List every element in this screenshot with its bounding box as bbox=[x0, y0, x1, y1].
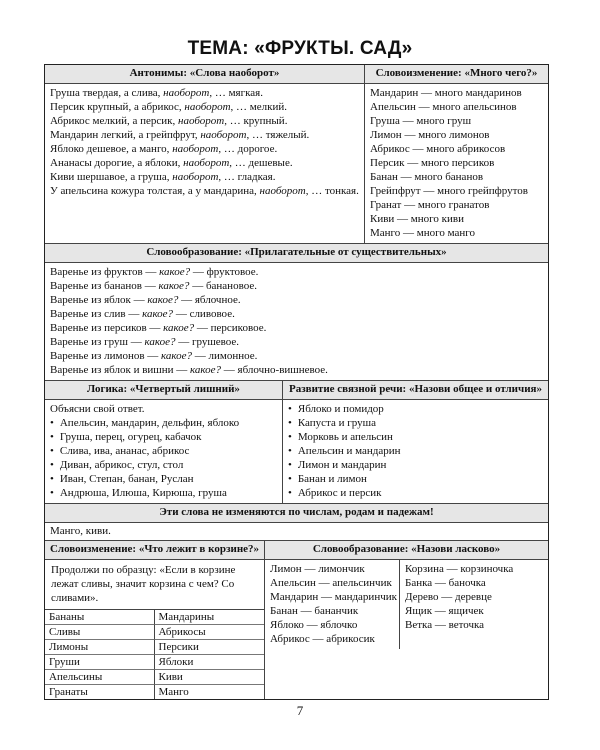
basket-intro: Продолжи по образцу: «Если в корзине лежат сливы, значит корзина с чем? Со сливами». bbox=[51, 564, 236, 604]
basket-item: Персики bbox=[155, 640, 265, 655]
basket-item: Бананы bbox=[45, 610, 155, 625]
basket-item: Манго bbox=[158, 686, 189, 698]
text-part: Варенье из груш — bbox=[50, 336, 145, 348]
plural-line: Манго — много манго bbox=[370, 227, 476, 239]
emphasis-word: наоборот bbox=[259, 185, 306, 197]
speech-item: • Капуста и груша bbox=[288, 416, 544, 430]
question-word: какое? bbox=[144, 336, 176, 348]
adjectives-section bbox=[45, 244, 548, 380]
logic-item: • Андрюша, Илюша, Кирюша, груша bbox=[50, 486, 278, 500]
logic-item: • Груша, перец, огурец, кабачок bbox=[50, 430, 278, 444]
text-part: — фруктовое. bbox=[190, 266, 259, 278]
text-part: , … мелкий. bbox=[230, 101, 287, 113]
plural-line: Грейпфрут — много грейпфрутов bbox=[370, 185, 528, 197]
text-part: , … крупный. bbox=[224, 115, 288, 127]
page-number: 7 bbox=[296, 703, 304, 718]
text-part: , … тонкая. bbox=[305, 185, 359, 197]
text-part: Варенье из персиков — bbox=[50, 322, 164, 334]
text-part: — яблочно-вишневое. bbox=[221, 364, 328, 376]
diminutive-line: Яблоко — яблочко bbox=[270, 619, 358, 631]
antonym-line bbox=[50, 114, 360, 128]
question-word: какое? bbox=[161, 350, 193, 362]
plural-line: Апельсин — много апельсинов bbox=[370, 101, 517, 113]
text-part: , … мягкая. bbox=[209, 87, 263, 99]
adjective-line bbox=[50, 335, 544, 349]
adjectives-list bbox=[45, 263, 548, 380]
question-word: какое? bbox=[158, 280, 190, 292]
logic-intro: Объясни свой ответ. bbox=[50, 403, 145, 415]
emphasis-word: наоборот bbox=[172, 171, 219, 183]
text-part: Киви шершавое, а груша, bbox=[50, 171, 173, 183]
text-part: У апельсина кожура толстая, а у мандарина, bbox=[50, 185, 260, 197]
antonym-line bbox=[50, 100, 360, 114]
row-adjectives bbox=[45, 243, 548, 380]
text-part: Варенье из яблок — bbox=[50, 294, 148, 306]
speech-item: • Лимон и мандарин bbox=[288, 458, 544, 472]
adjective-line bbox=[50, 349, 544, 363]
question-word: какое? bbox=[163, 322, 195, 334]
text-part: Абрикос мелкий, а персик, bbox=[50, 115, 179, 127]
adjective-line bbox=[50, 265, 544, 279]
antonyms-list bbox=[45, 84, 364, 201]
emphasis-word: наоборот bbox=[163, 87, 210, 99]
indeclinable-section bbox=[45, 504, 548, 540]
adjective-line bbox=[50, 363, 544, 377]
antonym-line bbox=[50, 142, 360, 156]
question-word: какое? bbox=[142, 308, 174, 320]
diminutive-list-left bbox=[265, 560, 400, 649]
question-word: какое? bbox=[147, 294, 179, 306]
speech-item: • Яблоко и помидор bbox=[288, 402, 544, 416]
emphasis-word: наоборот bbox=[183, 157, 230, 169]
text-part: Персик крупный, а абрикос, bbox=[50, 101, 185, 113]
speech-item: • Абрикос и персик bbox=[288, 486, 544, 500]
text-part: Ананасы дорогие, а яблоки, bbox=[50, 157, 184, 169]
logic-section bbox=[45, 381, 282, 503]
text-part: — банановое. bbox=[189, 280, 257, 292]
diminutive-columns bbox=[265, 560, 548, 649]
row-antonyms-plural bbox=[45, 65, 548, 243]
logic-item: • Апельсин, мандарин, дельфин, яблоко bbox=[50, 416, 278, 430]
adjective-line bbox=[50, 293, 544, 307]
worksheet-table bbox=[44, 64, 549, 700]
basket-item: Абрикосы bbox=[155, 625, 265, 640]
diminutive-line: Дерево — деревце bbox=[405, 591, 492, 603]
speech-item: • Морковь и апельсин bbox=[288, 430, 544, 444]
row-indeclinable bbox=[45, 503, 548, 540]
diminutive-line: Абрикос — абрикосик bbox=[270, 633, 375, 645]
text-part: — сливовое. bbox=[173, 308, 235, 320]
speech-header: Развитие связной речи: «Назови общее и отличия» bbox=[283, 381, 548, 400]
logic-header: Логика: «Четвертый лишний» bbox=[45, 381, 282, 400]
basket-item: Киви bbox=[155, 670, 265, 685]
adjectives-header: Словообразование: «Прилагательные от существительных» bbox=[45, 244, 548, 263]
text-part: , … гладкая. bbox=[218, 171, 276, 183]
plural-line: Абрикос — много абрикосов bbox=[370, 143, 506, 155]
plural-line: Лимон — много лимонов bbox=[370, 129, 490, 141]
speech-item: • Апельсин и мандарин bbox=[288, 444, 544, 458]
adjective-line bbox=[50, 307, 544, 321]
plural-line: Груша — много груш bbox=[370, 115, 472, 127]
basket-header: Словоизменение: «Что лежит в корзине?» bbox=[45, 541, 264, 560]
text-part: Мандарин легкий, а грейпфрут, bbox=[50, 129, 201, 141]
page-title: ТЕМА: «ФРУКТЫ. САД» bbox=[187, 38, 413, 59]
plural-line: Мандарин — много мандаринов bbox=[370, 87, 522, 99]
text-part: Варенье из слив — bbox=[50, 308, 143, 320]
emphasis-word: наоборот bbox=[178, 115, 225, 127]
diminutive-list-right bbox=[400, 560, 548, 649]
row-logic-speech bbox=[45, 380, 548, 503]
emphasis-word: наоборот bbox=[200, 129, 247, 141]
diminutive-section bbox=[264, 541, 548, 699]
logic-item: • Диван, абрикос, стул, стол bbox=[50, 458, 278, 472]
basket-item: Апельсины bbox=[45, 670, 155, 685]
indeclinable-header: Эти слова не изменяются по числам, родам и падежам! bbox=[45, 504, 548, 523]
diminutive-header: Словообразование: «Назови ласково» bbox=[265, 541, 548, 560]
text-part: — грушевое. bbox=[175, 336, 240, 348]
antonym-line bbox=[50, 156, 360, 170]
antonym-line bbox=[50, 184, 360, 198]
diminutive-line: Корзина — корзиночка bbox=[405, 563, 514, 575]
basket-item: Лимоны bbox=[45, 640, 155, 655]
diminutive-line: Ящик — ящичек bbox=[405, 605, 484, 617]
plural-section bbox=[364, 65, 548, 243]
question-word: какое? bbox=[190, 364, 222, 376]
antonyms-header: Антонимы: «Слова наоборот» bbox=[45, 65, 364, 84]
text-part: , … дорогое. bbox=[218, 143, 278, 155]
emphasis-word: наоборот bbox=[184, 101, 231, 113]
basket-grid bbox=[45, 609, 264, 699]
logic-item: • Слива, ива, ананас, абрикос bbox=[50, 444, 278, 458]
diminutive-line: Банка — баночка bbox=[405, 577, 486, 589]
text-part: , … тяжелый. bbox=[246, 129, 310, 141]
diminutive-line: Банан — бананчик bbox=[270, 605, 359, 617]
indeclinable-text: Манго, киви. bbox=[50, 525, 111, 537]
question-word: какое? bbox=[159, 266, 191, 278]
logic-item: • Иван, Степан, банан, Руслан bbox=[50, 472, 278, 486]
antonym-line bbox=[50, 128, 360, 142]
text-part: — лимонное. bbox=[192, 350, 258, 362]
diminutive-line: Мандарин — мандаринчик bbox=[270, 591, 397, 603]
plural-line: Банан — много бананов bbox=[370, 171, 484, 183]
plural-line: Гранат — много гранатов bbox=[370, 199, 490, 211]
text-part: Варенье из лимонов — bbox=[50, 350, 162, 362]
logic-list bbox=[45, 400, 282, 503]
text-part: — яблочное. bbox=[178, 294, 241, 306]
antonyms-section bbox=[45, 65, 364, 243]
text-part: Варенье из яблок и вишни — bbox=[50, 364, 191, 376]
adjective-line bbox=[50, 279, 544, 293]
plural-line: Киви — много киви bbox=[370, 213, 464, 225]
basket-item: Груши bbox=[45, 655, 155, 670]
speech-section bbox=[282, 381, 548, 503]
basket-item: Мандарины bbox=[155, 610, 265, 625]
plural-list bbox=[365, 84, 548, 243]
row-basket-diminutive bbox=[45, 540, 548, 699]
speech-list bbox=[283, 400, 548, 503]
plural-line: Персик — много персиков bbox=[370, 157, 495, 169]
antonym-line bbox=[50, 86, 360, 100]
text-part: Варенье из фруктов — bbox=[50, 266, 160, 278]
basket-section bbox=[45, 541, 264, 699]
diminutive-line: Апельсин — апельсинчик bbox=[270, 577, 392, 589]
text-part: Груша твердая, а слива, bbox=[50, 87, 164, 99]
diminutive-line: Ветка — веточка bbox=[405, 619, 485, 631]
emphasis-word: наоборот bbox=[172, 143, 219, 155]
text-part: Варенье из бананов — bbox=[50, 280, 159, 292]
text-part: , … дешевые. bbox=[229, 157, 293, 169]
diminutive-line: Лимон — лимончик bbox=[270, 563, 365, 575]
basket-item: Яблоки bbox=[155, 655, 265, 670]
speech-item: • Банан и лимон bbox=[288, 472, 544, 486]
text-part: Яблоко дешевое, а манго, bbox=[50, 143, 173, 155]
basket-item: Сливы bbox=[45, 625, 155, 640]
basket-item: Гранаты bbox=[45, 685, 155, 699]
text-part: — персиковое. bbox=[194, 322, 267, 334]
adjective-line bbox=[50, 321, 544, 335]
antonym-line bbox=[50, 170, 360, 184]
plural-header: Словоизменение: «Много чего?» bbox=[365, 65, 548, 84]
